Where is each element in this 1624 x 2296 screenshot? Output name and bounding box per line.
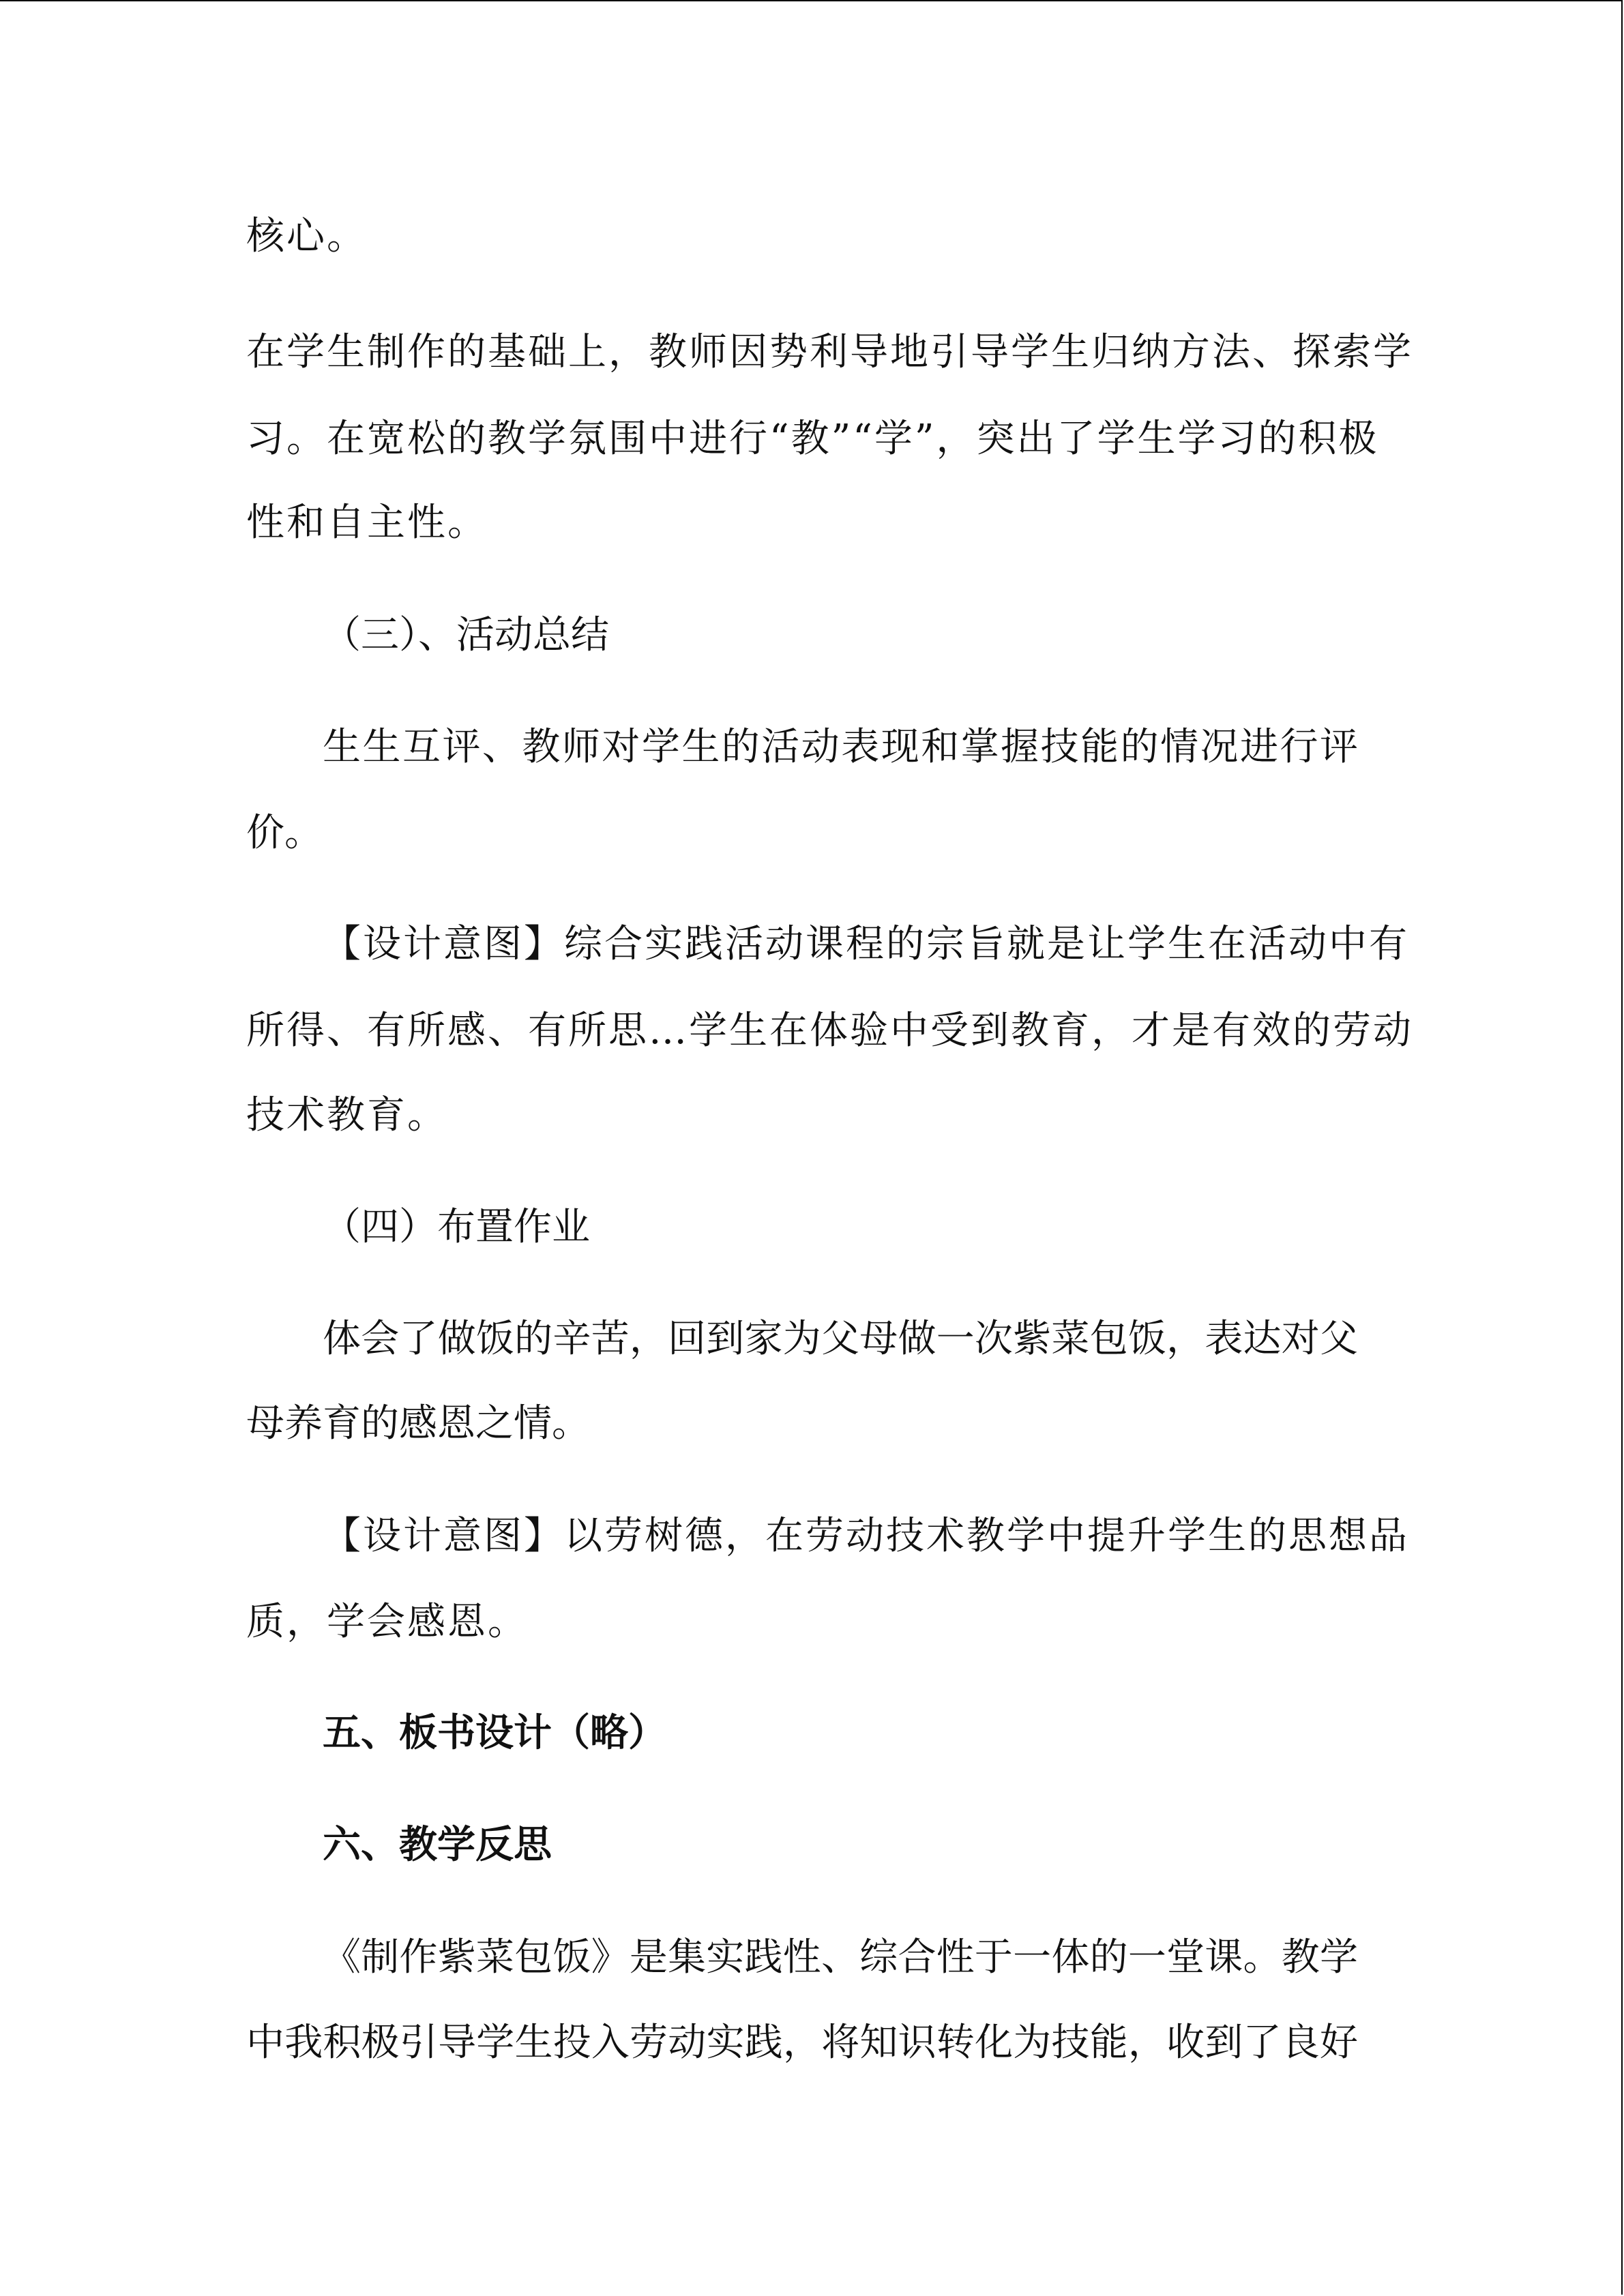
section-heading-bold: 六、教学反思 (323, 1823, 552, 1867)
paragraph-line: 习。在宽松的教学氛围中进行“教”“学”，突出了学生学习的积极 (246, 417, 1379, 461)
section-heading: （四）布置作业 (323, 1205, 590, 1249)
paragraph-line: 所得、有所感、有所思…学生在体验中受到教育，才是有效的劳动 (246, 1009, 1413, 1053)
paragraph-line: 在学生制作的基础上，教师因势利导地引导学生归纳方法、探索学 (246, 330, 1413, 374)
paragraph-line: 核心。 (246, 214, 367, 258)
paragraph-line: 生生互评、教师对学生的活动表现和掌握技能的情况进行评 (323, 725, 1358, 769)
paragraph-line: 性和自主性。 (246, 501, 488, 545)
section-heading-bold: 五、板书设计（略） (323, 1711, 666, 1755)
design-intent-line: 【设计意图】以劳树德，在劳动技术教学中提升学生的思想品 (323, 1514, 1409, 1558)
design-intent-line: 【设计意图】综合实践活动课程的宗旨就是让学生在活动中有 (323, 922, 1409, 966)
paragraph-line: 中我积极引导学生投入劳动实践，将知识转化为技能，收到了良好 (246, 2021, 1358, 2065)
paragraph-line: 价。 (246, 811, 323, 855)
paragraph-line: 技术教育。 (246, 1093, 447, 1137)
paragraph-line: 《制作紫菜包饭》是集实践性、综合性于一体的一堂课。教学 (323, 1935, 1358, 1980)
section-heading: （三）、活动总结 (323, 613, 609, 657)
paragraph-line: 母养育的感恩之情。 (246, 1401, 590, 1446)
paragraph-line: 质，学会感恩。 (246, 1600, 528, 1644)
paragraph-line: 体会了做饭的辛苦，回到家为父母做一次紫菜包饭，表达对父 (323, 1317, 1358, 1361)
